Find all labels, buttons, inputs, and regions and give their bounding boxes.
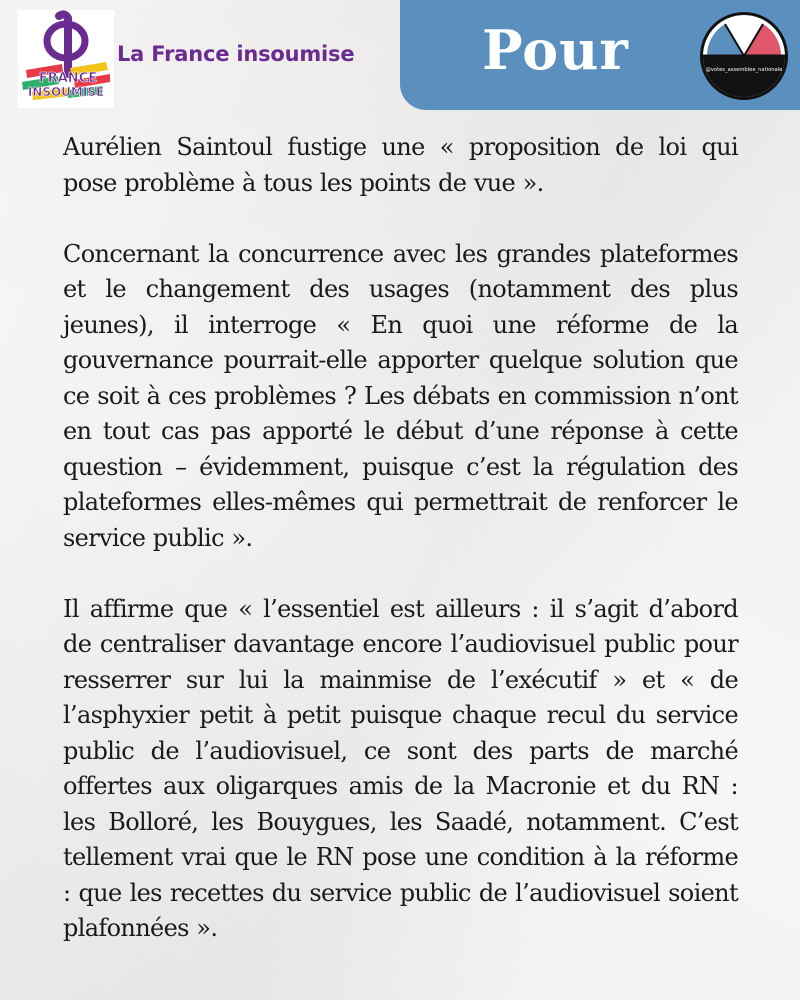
logo-text-line2: INSOUMISE bbox=[27, 85, 105, 99]
badge-handle: @votes_assemblee_nationale bbox=[705, 67, 783, 73]
phi-logo-icon bbox=[18, 10, 114, 108]
vote-label: Pour bbox=[482, 18, 629, 82]
vote-banner bbox=[400, 0, 800, 110]
paragraph-1: Aurélien Saintoul fustige une « proposition de loi qui pose problème à tous les points de vue ». bbox=[63, 133, 738, 197]
article-body bbox=[63, 130, 738, 982]
party-logo bbox=[18, 10, 114, 108]
hemicycle-badge-icon bbox=[698, 10, 790, 102]
party-name: La France insoumise bbox=[117, 42, 355, 66]
logo-text-line1: FRANCE bbox=[38, 71, 98, 86]
paragraph-2: Concernant la concurrence avec les grandes plateformes et le changement des usages (notamment des plus jeunes), il interroge « En quoi une réforme de la gouvernance pourrait-elle apporter quelque solution que ce soit à ces problèmes ? Les débats en commission n’ont en tout cas pas apporté le début d’une réponse à cette question – évidemment, puisque c’est la régulation des plateformes elles-mêmes qui permettrait de renforcer le service public ». bbox=[63, 239, 738, 552]
paragraph-3: Il affirme que « l’essentiel est ailleurs : il s’agit d’abord de centraliser davantage encore l’audiovisuel public pour resserrer sur lui la mainmise de l’exécutif » et « de l’asphyxier petit à petit puisque chaque recul du service public de l’audiovisuel, ce sont des parts de marché offertes aux oligarques amis de la Macronie et du RN : les Bolloré, les Bouygues, les Saadé, notamment. C’est tellement vrai que le RN pose une condition à la réforme : que les recettes du service public de l’audiovisuel soient plafonnées ». bbox=[63, 594, 738, 942]
